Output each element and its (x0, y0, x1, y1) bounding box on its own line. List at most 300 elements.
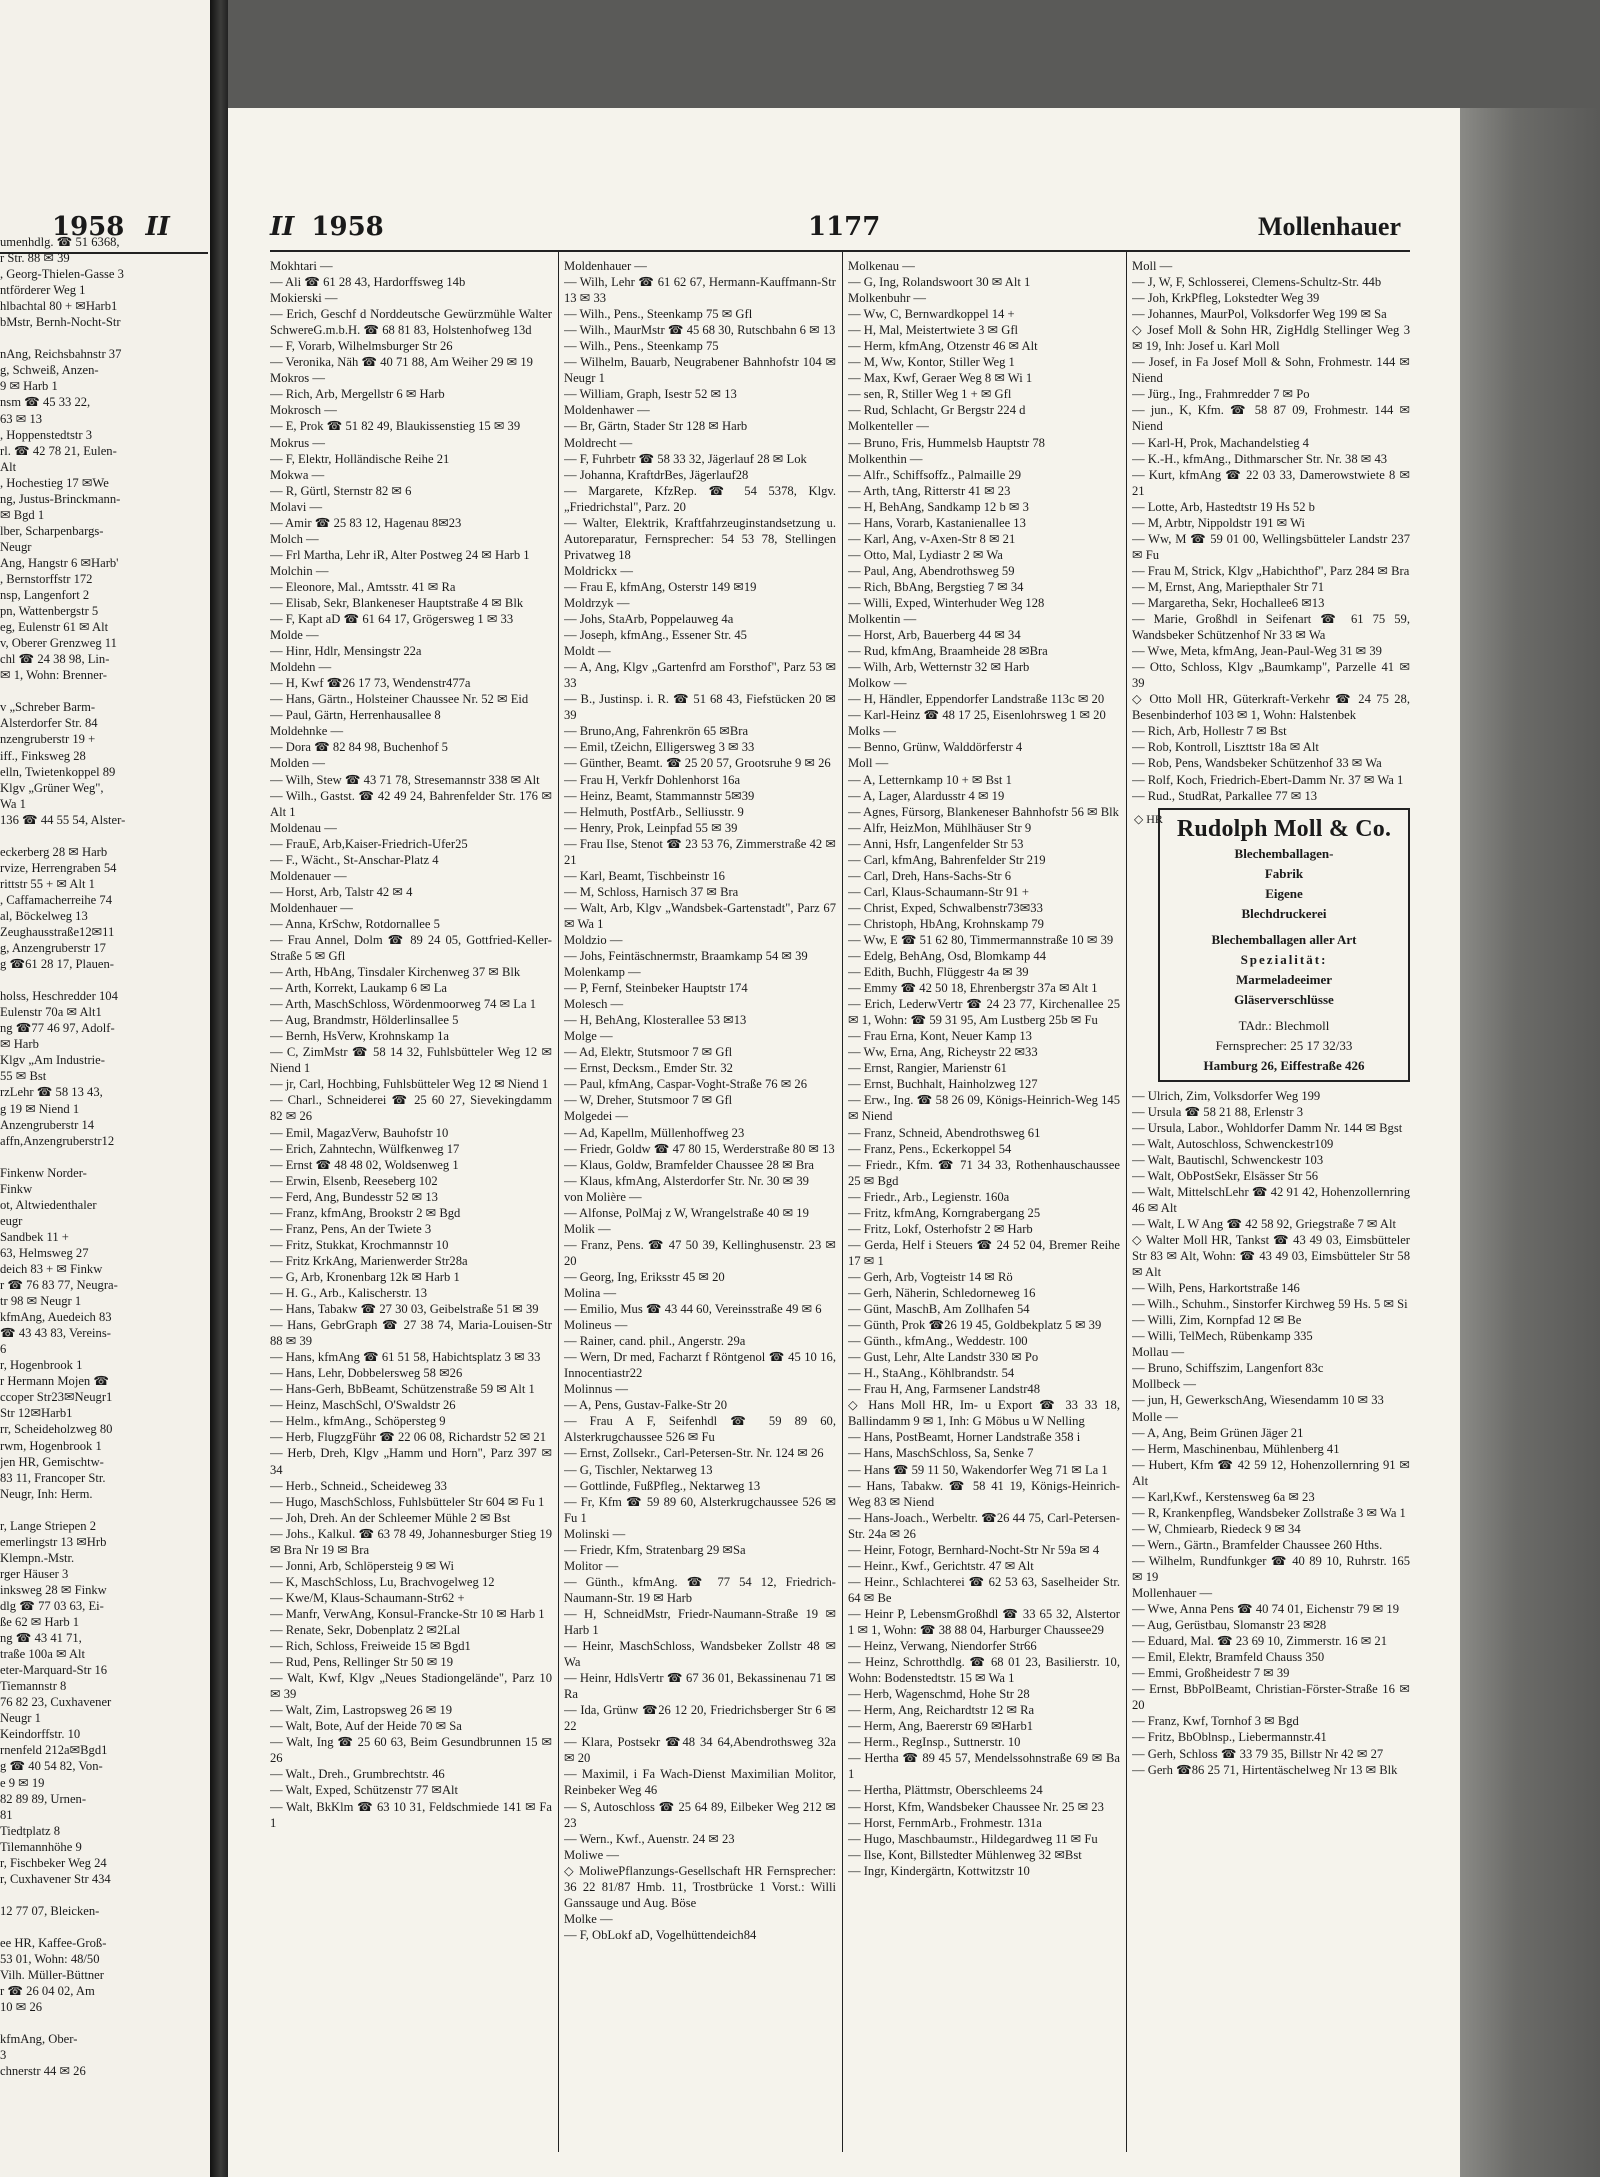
prev-page-column (0, 234, 208, 2154)
directory-entry: — jun., K, Kfm. ☎ 58 87 09, Frohmestr. 144 ✉ Niend (1132, 403, 1410, 434)
directory-entry: — Hertha ☎ 89 45 57, Mendelssohnstraße 69 ✉ Ba 1 (848, 1751, 1120, 1782)
prev-page-line: g ☎61 28 17, Plauen- (0, 957, 114, 972)
directory-entry: — Karl-H, Prok, Machandelstieg 4 (1132, 435, 1309, 450)
directory-entry: — Erich, Geschf d Norddeutsche Gewürzmühle Walter SchwereG.m.b.H. ☎ 68 81 83, Holstenhofweg 13d (270, 307, 552, 338)
directory-entry: — Hans-Joach., Werbeltr. ☎26 44 75, Carl-Petersen-Str. 24a ✉ 26 (848, 1510, 1120, 1541)
directory-entry: — Walt, Autoschloss, Schwenckestr109 (1132, 1136, 1334, 1151)
directory-entry: — Rob, Pens, Wandsbeker Schützenhof 33 ✉ Wa (1132, 756, 1382, 771)
header-part: II (270, 212, 295, 242)
directory-entry: — Gerh, Näherin, Schledorneweg 16 (848, 1286, 1036, 1300)
directory-entry: — Wilh, Pens, Harkortstraße 146 (1132, 1281, 1300, 1296)
directory-entry: — Heinr., Schlachterei ☎ 62 53 63, Saselheider Str. 64 ✉ Be (848, 1574, 1120, 1605)
directory-entry: — Fritz, Stukkat, Krochmannstr 10 (270, 1237, 449, 1252)
directory-entry: — Bruno, Fris, Hummelsb Hauptstr 78 (848, 435, 1045, 450)
prev-page-line: kfmAng, Auedeich 83 (0, 1310, 112, 1325)
directory-entry: Moll — (848, 756, 889, 771)
ad-line-3: Eigene (1265, 885, 1303, 901)
prev-page-line: , Bernstorffstr 172 (0, 571, 93, 586)
book-gutter (210, 0, 228, 2177)
directory-entry: — Walt, Zim, Lastropsweg 26 ✉ 19 (270, 1703, 453, 1718)
directory-entry: — Carl, Klaus-Schaumann-Str 91 + (848, 884, 1029, 899)
column-rule-1 (558, 252, 559, 2152)
ad-line-11: Hamburg 26, Eiffestraße 426 (1203, 1057, 1365, 1073)
directory-entry: — Arth, MaschSchloss, Wördenmoorweg 74 ✉ La 1 (270, 997, 537, 1012)
directory-entry: — Hans ☎ 59 11 50, Wakendorfer Weg 71 ✉ La 1 (848, 1462, 1108, 1477)
prev-page-line: nsp, Langenfort 2 (0, 588, 90, 603)
directory-entry: Mokrus — (270, 435, 325, 450)
directory-entry: — Günth, Prok ☎26 19 45, Goldbekplatz 5 ✉ 39 (848, 1318, 1102, 1333)
directory-entry: Mokwa — (270, 467, 325, 482)
directory-entry: Molkenbuhr — (848, 291, 927, 306)
directory-entry: — Rud, kfmAng, Braamheide 28 ✉Bra (848, 644, 1048, 659)
directory-entry: — Rob, Kontroll, Liszttstr 18a ✉ Alt (1132, 740, 1319, 755)
directory-entry: — Br, Gärtn, Stader Str 128 ✉ Harb (564, 419, 748, 434)
directory-entry: — Erwin, Elsenb, Reeseberg 102 (270, 1173, 438, 1188)
prev-page-line: jen HR, Gemischtw- (0, 1454, 104, 1469)
prev-page-line: r ☎ 26 04 02, Am (0, 1984, 95, 1999)
prev-page-line: ✉ 1, Wohn: Brenner- (0, 668, 107, 683)
directory-entry: — Günth., kfmAng., Weddestr. 100 (848, 1334, 1028, 1349)
directory-entry: — A, Ang, Klgv „Gartenfrd am Forsthof", Parz 53 ✉ 33 (564, 660, 836, 691)
prev-page-line: Klempn.-Mstr. (0, 1550, 75, 1565)
directory-entry: Molinski — (564, 1526, 626, 1541)
directory-entry: — Rud., StudRat, Parkallee 77 ✉ 13 (1132, 788, 1318, 803)
prev-page-line: emerlingstr 13 ✉Hrb (0, 1534, 107, 1549)
directory-entry: — Heinz, Verwang, Niendorfer Str66 (848, 1639, 1037, 1654)
prev-page-line: r ☎ 76 83 77, Neugra- (0, 1278, 118, 1293)
directory-entry: — Wilh., Pens., Steenkamp 75 (564, 339, 719, 354)
prev-page-line: r, Fischbeker Weg 24 (0, 1855, 107, 1870)
prev-page-line: ☎ 43 43 83, Vereins- (0, 1326, 111, 1341)
prev-page-line (0, 2015, 208, 2031)
directory-entry: Moliwe — (564, 1847, 619, 1862)
directory-entry: — Horst, FernmArb., Frohmestr. 131a (848, 1815, 1042, 1830)
prev-page-line: 136 ☎ 44 55 54, Alster- (0, 812, 126, 827)
prev-page-line: g, Anzengruberstr 17 (0, 941, 106, 956)
column-4-entries-bottom (1132, 1088, 1410, 1778)
prev-page-line: dlg ☎ 77 03 63, Ei- (0, 1598, 104, 1613)
directory-entry: — sen, R, Stiller Weg 1 + ✉ Gfl (848, 387, 1012, 402)
directory-entry: Molkenau — (848, 259, 915, 273)
directory-entry: Mokrosch — (270, 403, 337, 418)
directory-entry: — Ad, Elektr, Stutsmoor 7 ✉ Gfl (564, 1045, 733, 1060)
directory-entry: — H, BehAng, Sandkamp 12 b ✉ 3 (848, 499, 1029, 514)
prev-page-line: 9 ✉ Harb 1 (0, 379, 58, 394)
directory-entry: Mollenhauer — (1132, 1586, 1213, 1601)
directory-entry: Moldrzyk — (564, 595, 630, 610)
prev-page-line: Sandbek 11 + (0, 1229, 69, 1244)
directory-entry: — Edith, Buchh, Flüggestr 4a ✉ 39 (848, 965, 1029, 980)
directory-entry: — Wwe, Anna Pens ☎ 40 74 01, Eichenstr 79 ✉ 19 (1132, 1602, 1400, 1617)
directory-entry: — Marie, Großhdl in Seifenart ☎ 61 75 59, Wandsbeker Schützenhof Nr 33 ✉ Wa (1132, 612, 1410, 643)
prev-page-line: Tiemannstr 8 (0, 1679, 67, 1694)
directory-entry: Molke — (564, 1911, 613, 1926)
directory-entry: — Heinz, Schrotthdlg. ☎ 68 01 23, Basilierstr. 10, Wohn: Bodenstedtstr. 15 ✉ Wa 1 (848, 1655, 1120, 1686)
prev-page-line (0, 1887, 208, 1903)
prev-page-line: eg, Eulenstr 61 ✉ Alt (0, 620, 109, 635)
directory-entry: — Walt, BkKlm ☎ 63 10 31, Feldschmiede 141 ✉ Fa 1 (270, 1799, 552, 1830)
prev-page-line: r Str. 88 ✉ 39 (0, 251, 70, 266)
directory-entry: Mokhtari — (270, 259, 333, 273)
prev-page-line: eckerberg 28 ✉ Harb (0, 844, 108, 859)
prev-page-line: umenhdlg. ☎ 51 6368, (0, 235, 120, 249)
directory-entry: Molinnus — (564, 1382, 629, 1397)
ad-line-7: Marmeladeeimer (1235, 971, 1332, 987)
prev-page-line: r, Cuxhavener Str 434 (0, 1871, 111, 1886)
prev-page-line: g 19 ✉ Niend 1 (0, 1101, 80, 1116)
prev-page-line: elln, Twietenkoppel 89 (0, 764, 116, 779)
directory-entry: — C, ZimMstr ☎ 58 14 32, Fuhlsbütteler Weg 12 ✉ Niend 1 (270, 1045, 552, 1076)
ad-line-5: Blechemballagen aller Art (1211, 931, 1357, 947)
directory-entry: Molitor — (564, 1558, 619, 1573)
directory-entry: Molkenthin — (848, 451, 923, 466)
prev-page-line: al, Böckelweg 13 (0, 908, 88, 923)
directory-entry: — Otto, Schloss, Klgv „Baumkamp", Parzelle 41 ✉ 39 (1132, 660, 1410, 691)
prev-page-line: ot, Altwiedenthaler (0, 1197, 97, 1212)
prev-header-year: 1958 (52, 212, 125, 242)
prev-page-line: eugr (0, 1213, 23, 1228)
directory-entry: — F, Kapt aD ☎ 61 64 17, Grögersweg 1 ✉ 33 (270, 612, 514, 627)
directory-entry: — M, Ernst, Ang, Mariepthaler Str 71 (1132, 579, 1325, 594)
directory-entry: — Herm, Maschinenbau, Mühlenberg 41 (1132, 1441, 1340, 1456)
prev-page-line: , Caffamacherreihe 74 (0, 892, 113, 907)
directory-entry: — Wilhelm, Bauarb, Neugrabener Bahnhofstr 104 ✉ Neugr 1 (564, 355, 836, 386)
directory-entry: — Hugo, MaschSchloss, Fuhlsbütteler Str 604 ✉ Fu 1 (270, 1494, 545, 1509)
directory-entry: — Margaretha, Sekr, Hochallee6 ✉13 (1132, 595, 1325, 610)
directory-column-1 (270, 258, 552, 2158)
directory-entry: — Ernst, Zollsekr., Carl-Petersen-Str. Nr. 124 ✉ 26 (564, 1446, 824, 1461)
directory-entry: — K.-H., kfmAng., Dithmarscher Str. Nr. 38 ✉ 43 (1132, 451, 1388, 466)
directory-entry: — Aug, Brandmstr, Hölderlinsallee 5 (270, 1013, 459, 1028)
prev-page-line: rger Häuser 3 (0, 1566, 69, 1581)
prev-page-line: inksweg 28 ✉ Finkw (0, 1582, 107, 1597)
directory-entry: — Fritz, Lokf, Osterhofstr 2 ✉ Harb (848, 1221, 1033, 1236)
directory-entry: Molde — (270, 628, 319, 643)
directory-entry: — Wilh., Gastst. ☎ 42 49 24, Bahrenfelder Str. 176 ✉ Alt 1 (270, 788, 552, 819)
running-head: Mollenhauer (1258, 212, 1401, 241)
prev-page-line: rl. ☎ 42 78 21, Eulen- (0, 443, 117, 458)
directory-entry: — Frau Erna, Kont, Neuer Kamp 13 (848, 1029, 1032, 1044)
directory-entry: — Walt., Dreh., Grumbrechtstr. 46 (270, 1767, 445, 1782)
directory-entry: Molkenteller — (848, 419, 929, 434)
ad-line-2: Fabrik (1264, 865, 1304, 881)
prev-page-line: 3 (0, 2048, 7, 2063)
directory-entry: — B., Justinsp. i. R. ☎ 51 68 43, Fiefstücken 20 ✉ 39 (564, 692, 836, 723)
directory-entry: — G, Ing, Rolandswoort 30 ✉ Alt 1 (848, 275, 1031, 290)
directory-entry: — Wilh., Pens., Steenkamp 75 ✉ Gfl (564, 307, 753, 322)
directory-entry: — Ernst, Buchhalt, Hainholzweg 127 (848, 1077, 1038, 1092)
directory-entry: — Elisab, Sekr, Blankeneser Hauptstraße 4 ✉ Blk (270, 595, 524, 610)
directory-entry: Moldenauer — (270, 868, 347, 883)
directory-entry: Moldenhauer — (564, 259, 647, 273)
prev-page-line: 12 77 07, Bleicken- (0, 1903, 100, 1918)
directory-entry: — A, Lager, Alardusstr 4 ✉ 19 (848, 788, 1005, 803)
directory-entry: — Bernh, HsVerw, Krohnskamp 1a (270, 1029, 449, 1044)
directory-entry: — Amir ☎ 25 83 12, Hagenau 8✉23 (270, 515, 462, 530)
directory-entry: — Rich, Arb, Mergellstr 6 ✉ Harb (270, 387, 445, 402)
prev-page-line: g, Schweiß, Anzen- (0, 363, 99, 378)
directory-entry: — Frau Annel, Dolm ☎ 89 24 05, Gottfried-Keller-Straße 5 ✉ Gfl (270, 932, 552, 964)
directory-entry: — Hans, kfmAng ☎ 61 51 58, Habichtsplatz 3 ✉ 33 (270, 1350, 541, 1365)
directory-entry: — Joh, KrkPfleg, Lokstedter Weg 39 (1132, 291, 1320, 306)
prev-page-line: lber, Scharpenbargs- (0, 523, 104, 538)
directory-entry: — Ww, Erna, Ang, Richeystr 22 ✉33 (848, 1045, 1038, 1060)
directory-entry: — Carl, Dreh, Hans-Sachs-Str 6 (848, 868, 1011, 883)
directory-entry: — Jürg., Ing., Frahmredder 7 ✉ Po (1132, 387, 1310, 402)
directory-entry: — M, Schloss, Harnisch 37 ✉ Bra (564, 884, 739, 899)
directory-entry: — Johs, StaArb, Poppelauweg 4a (564, 612, 734, 627)
directory-entry: Molle — (1132, 1409, 1178, 1424)
prev-page-line: ng ☎77 46 97, Adolf- (0, 1021, 115, 1036)
directory-entry: — Frau H, Ang, Farmsener Landstr48 (848, 1382, 1041, 1397)
directory-entry: — Maximil, i Fa Wach-Dienst Maximilian Molitor, Reinbeker Weg 46 (564, 1767, 836, 1798)
directory-entry: — Herm, kfmAng, Otzenstr 46 ✉ Alt (848, 339, 1038, 354)
prev-page-line: ccoper Str23✉Neugr1 (0, 1390, 113, 1405)
directory-entry: — Gottlinde, FußPfleg., Nektarweg 13 (564, 1478, 761, 1493)
directory-entry: — Franz, kfmAng, Brookstr 2 ✉ Bgd (270, 1205, 461, 1220)
directory-entry: — Gust, Lehr, Alte Landstr 330 ✉ Po (848, 1350, 1039, 1365)
prev-page-line: eter-Marquard-Str 16 (0, 1663, 108, 1678)
prev-page-line: ng, Justus-Brinckmann- (0, 491, 121, 506)
prev-page-line: Tilemannhöhe 9 (0, 1839, 82, 1854)
directory-entry: Moldzio — (564, 932, 623, 947)
directory-entry: Moldt — (564, 644, 611, 659)
prev-page-line: g ☎ 40 54 82, Von- (0, 1759, 103, 1774)
directory-entry: — Ww, M ☎ 59 01 00, Wellingsbütteler Landstr 237 ✉ Fu (1132, 531, 1410, 562)
directory-entry: — Hinr, Hdlr, Mensingstr 22a (270, 644, 422, 659)
ad-side-mark: ◇ HR (1134, 811, 1163, 826)
directory-entry: — Aug, Gerüstbau, Slomanstr 23 ✉28 (1132, 1618, 1327, 1633)
directory-entry: — Ida, Grünw ☎26 12 20, Friedrichsberger Str 6 ✉ 22 (564, 1703, 836, 1734)
directory-entry: — Anni, Hsfr, Langenfelder Str 53 (848, 836, 1024, 851)
directory-entry: — Günth., kfmAng. ☎ 77 54 12, Friedrich-Naumann-Str. 19 ✉ Harb (564, 1574, 836, 1605)
previous-page (0, 0, 210, 2177)
directory-entry: — Walter, Elektrik, Kraftfahrzeuginstandsetzung u. Autoreparatur, Fernsprecher: 54 53 78, Stellingen Privatweg 18 (564, 515, 836, 562)
directory-entry: — Joh, Dreh. An der Schleemer Mühle 2 ✉ Bst (270, 1510, 511, 1525)
directory-entry: — Frau H, Verkfr Dohlenhorst 16a (564, 772, 741, 787)
directory-entry: — Jonni, Arb, Schlöpersteig 9 ✉ Wi (270, 1558, 455, 1573)
prev-page-line: rittstr 55 + ✉ Alt 1 (0, 876, 95, 891)
directory-entry: Mokierski — (270, 291, 338, 306)
prev-page-line: ng ☎ 43 41 71, (0, 1631, 82, 1646)
directory-entry: — Alfr, HeizMon, Mühlhäuser Str 9 (848, 820, 1032, 835)
directory-entry: — Otto, Mal, Lydiastr 2 ✉ Wa (848, 547, 1003, 562)
directory-entry: — Ali ☎ 61 28 43, Hardorffsweg 14b (270, 275, 466, 290)
prev-page-line: 53 01, Wohn: 48/50 (0, 1952, 100, 1967)
prev-page-line: nzengruberstr 19 + (0, 732, 96, 747)
directory-entry: — Herm., RegInsp., Suttnerstr. 10 (848, 1735, 1021, 1750)
directory-entry: — Ernst, Rangier, Marienstr 61 (848, 1061, 1007, 1076)
directory-entry: — Karl, Ang, v-Axen-Str 8 ✉ 21 (848, 531, 1016, 546)
directory-entry: — Emmy ☎ 42 50 18, Ehrenbergstr 37a ✉ Alt 1 (848, 981, 1098, 996)
prev-page-line: 81 (0, 1807, 13, 1822)
directory-entry: Molavi — (270, 499, 323, 514)
directory-entry: — Ad, Kapellm, Müllenhoffweg 23 (564, 1125, 745, 1140)
prev-header-part: II (145, 212, 170, 242)
directory-entry: — Herb, Wagenschmd, Hohe Str 28 (848, 1687, 1030, 1702)
directory-entry: — Friedr, Goldw ☎ 47 80 15, Werderstraße 80 ✉ 13 (564, 1141, 835, 1156)
directory-entry: Moldenhawer — (564, 403, 650, 418)
directory-entry: — Benno, Grünw, Walddörferstr 4 (848, 740, 1023, 755)
directory-entry: — Walt, Exped, Schützenstr 77 ✉Alt (270, 1783, 459, 1798)
directory-entry: Molik — (564, 1221, 611, 1236)
directory-entry: — Karl, Beamt, Tischbeinstr 16 (564, 868, 725, 883)
directory-entry: — H, Händler, Eppendorfer Landstraße 113c ✉ 20 (848, 692, 1105, 707)
ad-line-8: Gläserverschlüsse (1234, 991, 1334, 1007)
directory-entry: — Bruno,Ang, Fahrenkrön 65 ✉Bra (564, 724, 749, 739)
directory-entry: — Arth, tAng, Ritterstr 41 ✉ 23 (848, 483, 1011, 498)
directory-entry: — Paul, Gärtn, Herrenhausallee 8 (270, 708, 441, 723)
prev-page-line: Neugr (0, 539, 32, 554)
directory-entry: — Renate, Sekr, Dobenplatz 2 ✉2Lal (270, 1622, 461, 1637)
directory-entry: Moldehn — (270, 660, 332, 675)
prev-page-line: rwm, Hogenbrook 1 (0, 1438, 102, 1453)
directory-entry: — Karl-Heinz ☎ 48 17 25, Eisenlohrsweg 1 ✉ 20 (848, 708, 1106, 723)
directory-entry: — M, Arbtr, Nippoldstr 191 ✉ Wi (1132, 515, 1306, 530)
directory-entry: — Kwe/M, Klaus-Schaumann-Str62 + (270, 1590, 465, 1605)
prev-page-line: Finkenw Norder- (0, 1165, 87, 1180)
directory-entry: — Hubert, Kfm ☎ 42 59 12, Hohenzollernring 91 ✉ Alt (1132, 1457, 1410, 1488)
directory-entry: — Friedr., Kfm. ☎ 71 34 33, Rothenhauschaussee 25 ✉ Bgd (848, 1157, 1120, 1188)
directory-entry: — Wilh, Lehr ☎ 61 62 67, Hermann-Kauffmann-Str 13 ✉ 33 (564, 275, 836, 306)
column-rule-3 (1126, 252, 1127, 2152)
directory-entry: — Klara, Postsekr ☎48 34 64,Abendrothsweg 32a ✉ 20 (564, 1735, 836, 1766)
directory-entry: — Wern, Dr med, Facharzt f Röntgenol ☎ 45 10 16, Innocentiastr22 (564, 1350, 836, 1381)
directory-entry: — Walt, Kwf, Klgv „Neues Stadiongelände", Parz 10 ✉ 39 (270, 1671, 552, 1702)
prev-page-line: ntförderer Weg 1 (0, 283, 86, 298)
directory-entry: — Heinr, Fotogr, Bernhard-Nocht-Str Nr 59a ✉ 4 (848, 1542, 1100, 1557)
directory-entry: — Friedr., Arb., Legienstr. 160a (848, 1189, 1010, 1204)
directory-entry: — Ww, C, Bernwardkoppel 14 + (848, 307, 1015, 322)
prev-page-line: Ang, Hangstr 6 ✉Harb' (0, 555, 119, 570)
ad-line-6: Spezialität: (1240, 951, 1328, 967)
directory-entry: — William, Graph, Isestr 52 ✉ 13 (564, 387, 737, 402)
prev-page-line: Keindorffstr. 10 (0, 1727, 81, 1742)
directory-entry: — Günther, Beamt. ☎ 25 20 57, Grootsruhe 9 ✉ 26 (564, 756, 831, 771)
prev-page-line: 6 (0, 1342, 7, 1357)
prev-page-line: rnenfeld 212a✉Bgd1 (0, 1743, 108, 1758)
prev-page-line: 63, Helmsweg 27 (0, 1245, 89, 1260)
directory-entry: — F, ObLokf aD, Vogelhüttendeich84 (564, 1927, 757, 1942)
directory-entry: — Hans, Lehr, Dobbelersweg 58 ✉26 (270, 1366, 463, 1381)
directory-entry: — Wwe, Meta, kfmAng, Jean-Paul-Weg 31 ✉ 39 (1132, 644, 1382, 659)
prev-page-line: chnerstr 44 ✉ 26 (0, 2064, 86, 2079)
advertisement-box (1134, 808, 1410, 1082)
ad-line-10: Fernsprecher: 25 17 32/33 (1215, 1037, 1353, 1053)
prev-page-line (0, 972, 208, 988)
directory-entry: — Charl., Schneiderei ☎ 25 60 27, Sievekingdamm 82 ✉ 26 (270, 1093, 552, 1124)
directory-entry: — Willi, Exped, Winterhuder Weg 128 (848, 595, 1045, 610)
directory-entry: — Gerda, Helf i Steuers ☎ 24 52 04, Bremer Reihe 17 ✉ 1 (848, 1237, 1120, 1268)
prev-page-line: , Georg-Thielen-Gasse 3 (0, 267, 124, 282)
directory-entry: — Walt, Bautischl, Schwenckestr 103 (1132, 1152, 1324, 1167)
directory-entry: — Günt, MaschB, Am Zollhafen 54 (848, 1302, 1030, 1317)
directory-entry: — Heinr, MaschSchloss, Wandsbeker Zollstr 48 ✉ Wa (564, 1639, 836, 1670)
directory-entry: — R, Krankenpfleg, Wandsbeker Zollstraße 3 ✉ Wa 1 (1132, 1505, 1406, 1520)
directory-entry: — F, Elektr, Holländische Reihe 21 (270, 451, 450, 466)
prev-page-line: 55 ✉ Bst (0, 1069, 47, 1084)
prev-page-line: r, Hogenbrook 1 (0, 1358, 83, 1373)
directory-entry: von Molière — (564, 1189, 642, 1204)
directory-entry: Molesch — (564, 997, 624, 1012)
directory-entry: — Bruno, Schiffszim, Langenfort 83c (1132, 1361, 1324, 1376)
directory-entry: — Rich, BbAng, Bergstieg 7 ✉ 34 (848, 579, 1024, 594)
directory-entry: — Hans-Gerh, BbBeamt, Schützenstraße 59 ✉ Alt 1 (270, 1382, 535, 1397)
directory-entry: — Lotte, Arb, Hastedtstr 19 Hs 52 b (1132, 499, 1315, 514)
directory-entry: — Heinr., Kwf., Gerichtstr. 47 ✉ Alt (848, 1558, 1034, 1573)
directory-entry: Molchin — (270, 563, 329, 578)
directory-entry: — Manfr, VerwAng, Konsul-Francke-Str 10 ✉ Harb 1 (270, 1606, 545, 1621)
directory-entry: — Horst, Arb, Bauerberg 44 ✉ 34 (848, 628, 1021, 643)
directory-entry: Moldehnke — (270, 724, 344, 739)
directory-entry: Molineus — (564, 1318, 628, 1333)
prev-page-line: ✉ Bgd 1 (0, 507, 45, 522)
directory-entry: — Georg, Ing, Eriksstr 45 ✉ 20 (564, 1269, 725, 1284)
directory-entry: — Rolf, Koch, Friedrich-Ebert-Damm Nr. 37 ✉ Wa 1 (1132, 772, 1404, 787)
directory-entry: — Ferd, Ang, Bundesstr 52 ✉ 13 (270, 1189, 438, 1204)
directory-entry: Mollbeck — (1132, 1377, 1197, 1392)
directory-entry: — H, Mal, Meistertwiete 3 ✉ Gfl (848, 323, 1019, 338)
directory-entry: — Wern., Kwf., Auenstr. 24 ✉ 23 (564, 1831, 735, 1846)
directory-entry: — Paul, kfmAng, Caspar-Voght-Straße 76 ✉ 26 (564, 1077, 808, 1092)
directory-entry: — K, MaschSchloss, Lu, Brachvogelweg 12 (270, 1574, 495, 1589)
directory-entry: — Fritz KrkAng, Marienwerder Str28a (270, 1253, 468, 1268)
prev-page-line (0, 1502, 208, 1518)
directory-entry: — Josef, in Fa Josef Moll & Sohn, Frohmestr. 144 ✉ Niend (1132, 355, 1410, 386)
prev-page-line: , Hochestieg 17 ✉We (0, 475, 109, 490)
ad-title: Rudolph Moll & Co. (1176, 815, 1392, 842)
directory-entry: — Wilh., MaurMstr ☎ 45 68 30, Rutschbahn 6 ✉ 13 (564, 323, 836, 338)
prev-page-line: deich 83 + ✉ Finkw (0, 1262, 103, 1276)
directory-entry: — Dora ☎ 82 84 98, Buchenhof 5 (270, 740, 448, 755)
prev-page-line: v, Oberer Grenzweg 11 (0, 636, 117, 651)
directory-entry: — Ursula ☎ 58 21 88, Erlenstr 3 (1132, 1104, 1303, 1119)
directory-entry: — Ernst ☎ 48 48 02, Woldsenweg 1 (270, 1157, 459, 1172)
directory-entry: — Willi, Zim, Kornpfad 12 ✉ Be (1132, 1313, 1302, 1328)
directory-entry: — Hans, PostBeamt, Horner Landstraße 358 i (848, 1430, 1081, 1445)
prev-page-line: Anzengruberstr 14 (0, 1117, 95, 1132)
directory-entry: — Emil, Elektr, Bramfeld Chauss 350 (1132, 1650, 1325, 1665)
directory-entry: — J, W, F, Schlosserei, Clemens-Schultz-Str. 44b (1132, 275, 1382, 290)
directory-entry: — Erich, LederwVertr ☎ 24 23 77, Kirchenallee 25 ✉ 1, Wohn: ☎ 59 31 95, Am Lustberg 25b ✉ Fu (848, 997, 1120, 1028)
directory-entry: — Walt, Arb, Klgv „Wandsbek-Gartenstadt", Parz 67 ✉ Wa 1 (564, 900, 836, 931)
directory-entry: — Heinr, HdlsVertr ☎ 67 36 01, Bekassinenau 71 ✉ Ra (564, 1671, 836, 1702)
directory-entry: — Ursula, Labor., Wohldorfer Damm Nr. 144 ✉ Bgst (1132, 1120, 1403, 1135)
directory-entry: — F, Fuhrbetr ☎ 58 33 32, Jägerlauf 28 ✉ Lok (564, 451, 807, 466)
directory-entry: ◇ Otto Moll HR, Güterkraft-Verkehr ☎ 24 75 28, Besenbinderhof 103 ✉ 1, Wohn: Halstenbek (1132, 692, 1410, 723)
directory-entry: — Frau M, Strick, Klgv „Habichthof", Parz 284 ✉ Bra (1132, 563, 1410, 578)
prev-page-line: Str 12✉Harb1 (0, 1406, 73, 1421)
directory-entry: — Arth, HbAng, Tinsdaler Kirchenweg 37 ✉ Blk (270, 965, 521, 980)
prev-page-line: rr, Scheideholzweg 80 (0, 1422, 113, 1437)
directory-entry: — M, Ww, Kontor, Stiller Weg 1 (848, 355, 1015, 370)
directory-entry: — Ingr, Kindergärtn, Kottwitzstr 10 (848, 1863, 1030, 1878)
prev-page-line: , Hoppenstedtstr 3 (0, 427, 92, 442)
directory-entry: Molgedei — (564, 1109, 629, 1124)
directory-entry: — Herb, Dreh, Klgv „Hamm und Horn", Parz 397 ✉ 34 (270, 1446, 552, 1477)
directory-entry: — Anna, KrSchw, Rotdornallee 5 (270, 916, 440, 931)
prev-page-line: 10 ✉ 26 (0, 2000, 43, 2015)
directory-entry: — Veronika, Näh ☎ 40 71 88, Am Weiher 29 ✉ 19 (270, 355, 533, 370)
directory-entry: — Rich, Arb, Hollestr 7 ✉ Bst (1132, 724, 1287, 739)
directory-entry: — Hans, Gärtn., Holsteiner Chaussee Nr. 52 ✉ Eid (270, 692, 529, 707)
ad-line-1: Blechemballagen- (1234, 845, 1334, 861)
directory-entry: — Rud, Pens, Rellinger Str 50 ✉ 19 (270, 1655, 454, 1670)
directory-entry: — Carl, kfmAng, Bahrenfelder Str 219 (848, 852, 1046, 867)
directory-entry: — Paul, Ang, Abendrothsweg 59 (848, 563, 1015, 578)
directory-entry: — G, Arb, Kronenbarg 12k ✉ Harb 1 (270, 1269, 460, 1284)
prev-page-line: Neugr 1 (0, 1711, 41, 1726)
